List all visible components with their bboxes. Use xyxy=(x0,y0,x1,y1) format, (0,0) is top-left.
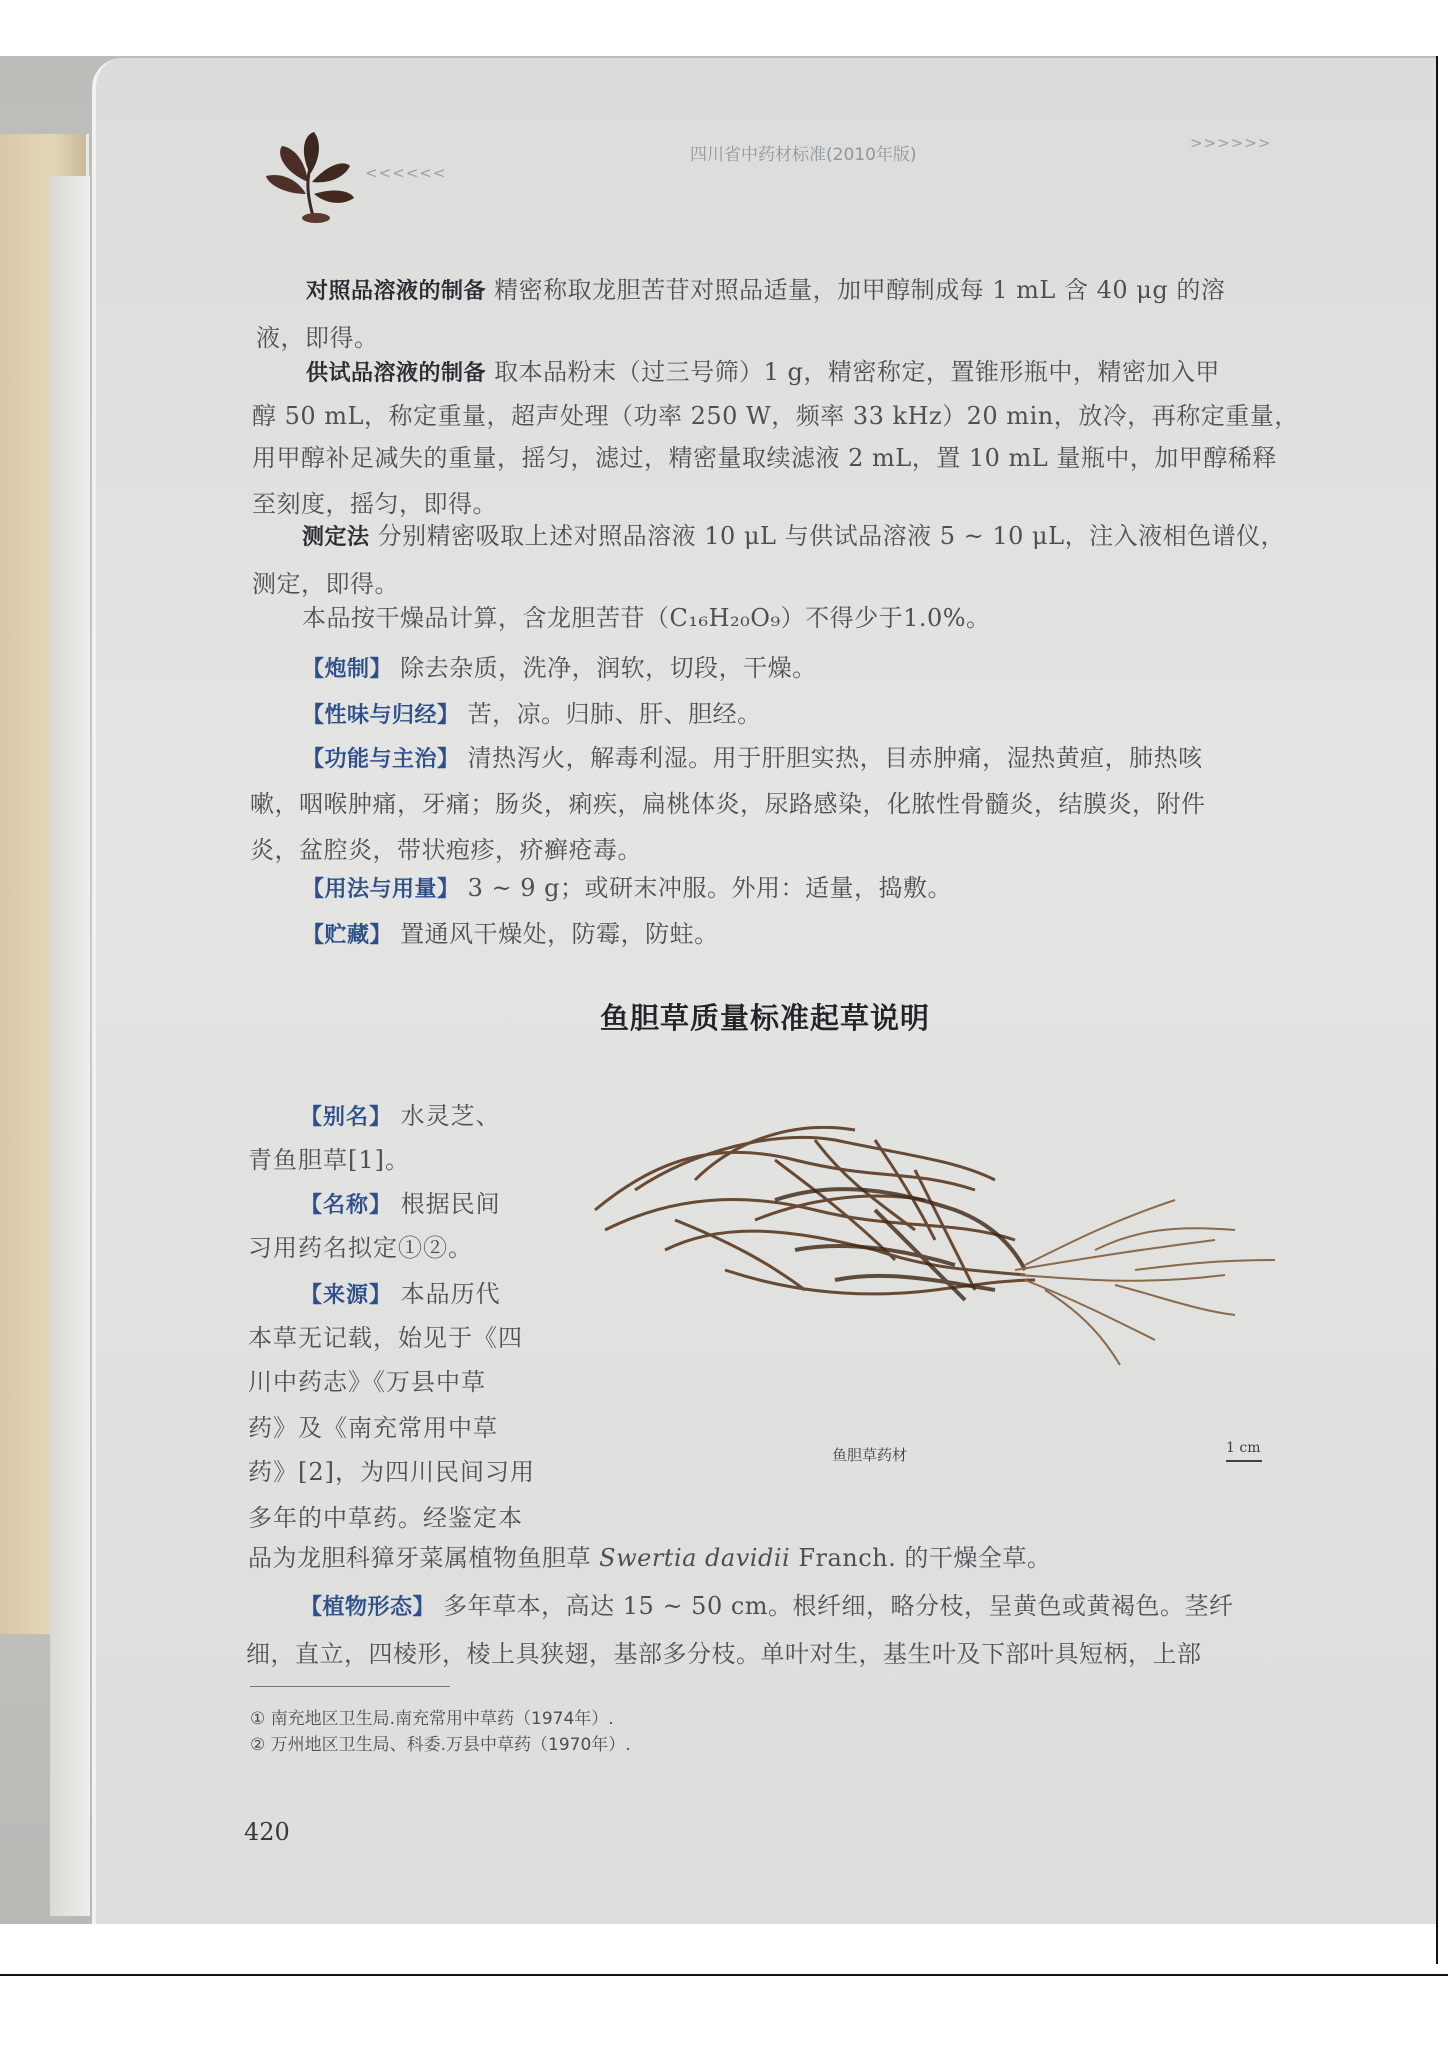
side-line xyxy=(248,1318,523,1353)
page-stack-edge xyxy=(50,176,90,1916)
line-text: 本品按干燥品计算，含龙胆苦苷（C₁₆H₂₀O₉）不得少于1.0%。 xyxy=(302,604,991,632)
body-line xyxy=(302,598,1362,633)
line-text: 苦，凉。归肺、肝、胆经。 xyxy=(459,700,762,728)
leaf-logo-icon xyxy=(258,128,368,228)
line-text: 3 ~ 9 g；或研末冲服。外用：适量，捣敷。 xyxy=(459,874,953,902)
body-line xyxy=(302,648,1362,683)
side-line xyxy=(248,1140,410,1175)
line-text: 用甲醇补足减失的重量，摇匀，滤过，精密量取续滤液 2 mL，置 10 mL 量瓶中，加甲醇稀释 xyxy=(252,444,1277,472)
line-text: 细，直立，四棱形，棱上具狭翅，基部多分枝。单叶对生，基生叶及下部叶具短柄，上部 xyxy=(246,1640,1202,1668)
footnote-rule xyxy=(250,1686,450,1687)
scan-border xyxy=(1436,56,1448,1964)
line-text: 嗽，咽喉肿痛，牙痛；肠炎，痢疾，扁桃体炎，尿路感染，化脓性骨髓炎，结膜炎，附件 xyxy=(250,790,1206,818)
herb-specimen-photo xyxy=(575,1100,1295,1370)
line-text: 本草无记载，始见于《四 xyxy=(248,1324,523,1352)
side-line xyxy=(300,1274,501,1309)
section-bracket: 【贮藏】 xyxy=(302,923,393,948)
body-line xyxy=(256,318,1316,353)
body-line xyxy=(252,396,1312,431)
side-line xyxy=(300,1184,501,1219)
footnote: ② 万州地区卫生局、科委.万县中草药（1970年）. xyxy=(250,1735,631,1755)
line-text: 水灵芝、 xyxy=(392,1102,501,1130)
page-number: 420 xyxy=(244,1818,290,1846)
paragraph-term: 供试品溶液的制备 xyxy=(306,361,487,386)
source-continuation-line xyxy=(248,1538,1308,1573)
line-text: 至刻度，摇匀，即得。 xyxy=(252,490,497,518)
body-line xyxy=(250,830,1310,865)
section-bracket: 【功能与主治】 xyxy=(302,747,460,772)
line-text: 青鱼胆草[1]。 xyxy=(248,1146,410,1174)
line-text: 测定，即得。 xyxy=(252,570,399,598)
line-text: 多年草本，高达 15 ~ 50 cm。根纤细，略分枝，呈黄色或黄褐色。茎纤 xyxy=(435,1592,1234,1620)
line-text: 置通风干燥处，防霉，防蛀。 xyxy=(392,920,719,948)
footnote: ① 南充地区卫生局.南充常用中草药（1974年）. xyxy=(250,1709,614,1729)
line-text: 清热泻火，解毒利湿。用于肝胆实热，目赤肿痛，湿热黄疸，肺热咳 xyxy=(459,744,1203,772)
section-bracket: 【用法与用量】 xyxy=(302,877,460,902)
scale-bar xyxy=(1226,1460,1262,1462)
header-arrows-right: >>>>>> xyxy=(1190,134,1272,152)
side-line xyxy=(248,1408,498,1443)
morphology-line xyxy=(300,1586,1360,1621)
section-bracket: 【名称】 xyxy=(300,1193,393,1218)
scan-bottom-rule xyxy=(0,1974,1448,1976)
body-line xyxy=(302,868,1362,903)
line-text: 精密称取龙胆苦苷对照品适量，加甲醇制成每 1 mL 含 40 μg 的溶 xyxy=(486,276,1226,304)
header-arrows-left: <<<<<< xyxy=(365,164,447,182)
side-line xyxy=(248,1362,486,1397)
side-line xyxy=(248,1498,523,1533)
morphology-line xyxy=(246,1634,1306,1669)
scale-bar-label: 1 cm xyxy=(1226,1440,1261,1456)
paragraph-term: 对照品溶液的制备 xyxy=(306,279,487,304)
line-text: Franch. 的干燥全草。 xyxy=(790,1544,1052,1572)
side-line xyxy=(300,1096,501,1131)
line-text: 川中药志》《万县中草 xyxy=(248,1368,486,1396)
body-line xyxy=(252,484,1312,519)
line-text: 根据民间 xyxy=(392,1190,501,1218)
section-bracket: 【别名】 xyxy=(300,1105,393,1130)
section-bracket: 【炮制】 xyxy=(302,657,393,682)
line-text: 品为龙胆科獐牙菜属植物鱼胆草 xyxy=(248,1544,600,1572)
latin-name: Swertia davidii xyxy=(599,1544,791,1572)
body-line xyxy=(306,352,1366,387)
section-bracket: 【植物形态】 xyxy=(300,1595,436,1620)
line-text: 炎，盆腔炎，带状疱疹，疥癣疮毒。 xyxy=(250,836,642,864)
line-text: 习用药名拟定①②。 xyxy=(248,1234,473,1262)
body-line xyxy=(302,738,1362,773)
side-line xyxy=(248,1228,473,1263)
running-header-title: 四川省中药材标准(2010年版) xyxy=(690,145,917,165)
line-text: 除去杂质，洗净，润软，切段，干燥。 xyxy=(392,654,817,682)
section-bracket: 【性味与归经】 xyxy=(302,703,460,728)
body-line xyxy=(302,694,1362,729)
line-text: 药》[2]，为四川民间习用 xyxy=(248,1458,535,1486)
body-line xyxy=(302,914,1362,949)
body-line xyxy=(250,784,1310,819)
body-line xyxy=(252,564,1312,599)
section-title: 鱼胆草质量标准起草说明 xyxy=(600,1001,931,1035)
figure-caption: 鱼胆草药材 xyxy=(832,1446,908,1464)
body-line xyxy=(302,516,1362,551)
body-line xyxy=(252,438,1312,473)
line-text: 药》及《南充常用中草 xyxy=(248,1414,498,1442)
line-text: 醇 50 mL，称定重量，超声处理（功率 250 W，频率 33 kHz）20 min，放冷，再称定重量， xyxy=(252,402,1299,430)
line-text: 液，即得。 xyxy=(256,324,379,352)
line-text: 多年的中草药。经鉴定本 xyxy=(248,1504,523,1532)
paragraph-term: 测定法 xyxy=(302,525,370,550)
section-bracket: 【来源】 xyxy=(300,1283,393,1308)
side-line xyxy=(248,1452,535,1487)
body-line xyxy=(306,270,1366,305)
line-text: 分别精密吸取上述对照品溶液 10 μL 与供试品溶液 5 ~ 10 μL，注入液相色谱仪， xyxy=(369,522,1286,550)
line-text: 本品历代 xyxy=(392,1280,501,1308)
line-text: 取本品粉末（过三号筛）1 g，精密称定，置锥形瓶中，精密加入甲 xyxy=(486,358,1220,386)
